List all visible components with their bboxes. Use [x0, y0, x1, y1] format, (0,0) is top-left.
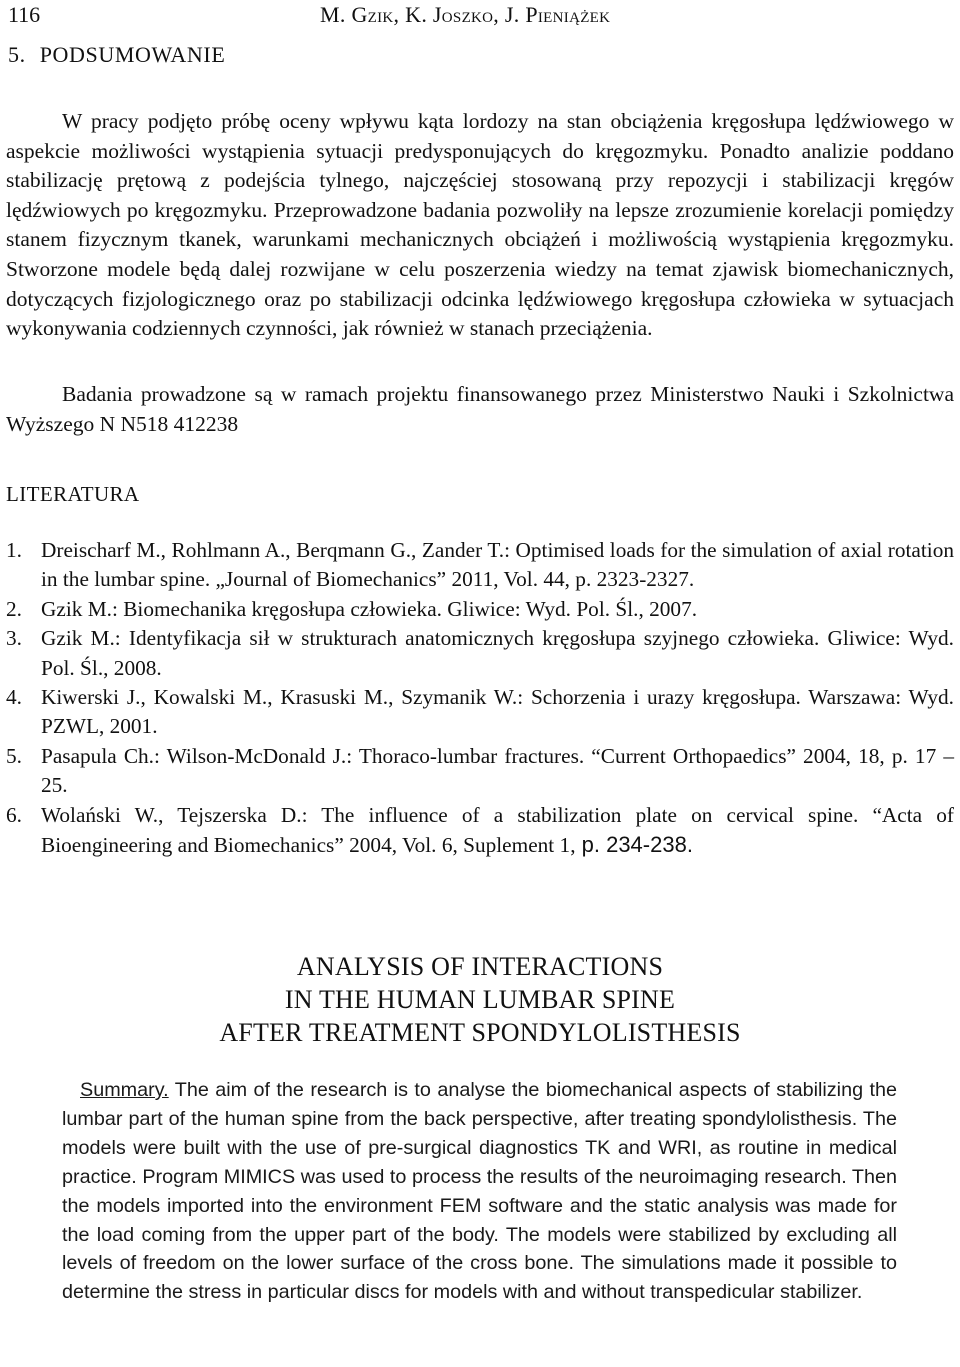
reference-item [6, 536, 954, 595]
english-title-line: ANALYSIS OF INTERACTIONS [296, 952, 664, 981]
reference-number: 5. [6, 743, 22, 768]
literature-heading: LITERATURA [6, 482, 140, 506]
section-number: 5. [8, 42, 26, 67]
reference-item [6, 742, 954, 801]
reference-number: 3. [6, 626, 22, 651]
english-title-line: AFTER TREATMENT SPONDYLOLISTHESIS [219, 1018, 741, 1047]
running-head-authors: M. Gzik, K. Joszko, J. Pieniążek [320, 2, 611, 27]
reference-text: Gzik M.: Identyfikacja sił w strukturach anatomicznych kręgosłupa szyjnego człowieka. Gliwice: Wyd. Pol. Śl., 2008. [41, 626, 954, 680]
reference-item [6, 801, 954, 861]
reference-text: Wolański W., Tejszerska D.: The influence of a stabilization plate on cervical spine. “Acta of Bioengineering and Biomechanics” 2004, Vol. 6, Suplement 1, p. 234-238. [41, 802, 954, 858]
reference-text: Kiwerski J., Kowalski M., Krasuski M., Szymanik W.: Schorzenia i urazy kręgosłupa. Warszawa: Wyd. PZWL, 2001. [41, 685, 954, 739]
english-summary [62, 1076, 897, 1307]
summary-paragraph-pl: W pracy podjęto próbę oceny wpływu kąta lordozy na stan obciążenia kręgosłupa lędźwiowego w aspekcie możliwości wystąpienia sytuacji predysponujących do kręgozmyku. Ponadto analizie poddano stabilizację prętową z podejścia tylnego, najczęściej stosowaną przy repozycji i stabilizacji kręgów lędźwiowych po kręgozmyku. Przeprowadzone badania pozwoliły na lepsze zrozumienie korelacji pomiędzy stanem fizycznym tkanek, warunkami mechanicznych obciążeń i możliwością wystąpienia kręgozmyku. Stworzone modele będą dalej rozwijane w celu poszerzenia wiedzy na temat zjawisk biomechanicznych, dotyczących fizjologicznego oraz po stabilizacji odcinka lędźwiowego kręgosłupa człowieka w sytuacjach wykonywania codziennych czynności, jak również w stanach przeciążenia. [6, 109, 954, 341]
reference-item [6, 683, 954, 742]
reference-pages: p. 234-238. [575, 832, 693, 858]
reference-list [6, 536, 954, 860]
funding-paragraph: Badania prowadzone są w ramach projektu finansowanego przez Ministerstwo Nauki i Szkolnictwa Wyższego N N518 412238 [6, 382, 954, 436]
summary-text: The aim of the research is to analyse the biomechanical aspects of stabilizing the lumbar part of the human spine from the back perspective, after treating spondylolisthesis. The models were built with the use of pre-surgical diagnostics TK and WRI, as routine in medical practice. Program MIMICS was used to process the results of the neuroimaging research. Then the models imported into the environment FEM software and the static analysis was made for the load coming from the upper part of the body. The models were stabilized by excluding all levels of freedom on the lower surface of the cross bone. The simulations made it possible to determine the stress in particular discs for models with and without transpedicular stabilizer. [62, 1079, 897, 1304]
reference-item [6, 624, 954, 683]
reference-text: Pasapula Ch.: Wilson-McDonald J.: Thoraco-lumbar fractures. “Current Orthopaedics” 2004, 18, p. 17 – 25. [41, 743, 954, 798]
running-head [8, 2, 952, 32]
reference-number: 4. [6, 685, 22, 710]
reference-item [6, 595, 954, 624]
section-heading [8, 42, 225, 68]
english-title-line: IN THE HUMAN LUMBAR SPINE [284, 985, 676, 1014]
reference-number: 6. [6, 802, 22, 827]
reference-number: 2. [6, 596, 22, 621]
page-number: 116 [8, 2, 41, 27]
section-title: PODSUMOWANIE [39, 42, 226, 67]
summary-label: Summary. [80, 1079, 169, 1101]
reference-text: Dreischarf M., Rohlmann A., Berqmann G., Zander T.: Optimised loads for the simulation of axial rotation in the lumbar spine. „Journal of Biomechanics” 2011, Vol. 44, p. 2323-2327. [41, 538, 954, 592]
english-title [0, 950, 960, 1049]
reference-number: 1. [6, 538, 22, 562]
reference-text: Gzik M.: Biomechanika kręgosłupa człowieka. Gliwice: Wyd. Pol. Śl., 2007. [41, 596, 698, 621]
